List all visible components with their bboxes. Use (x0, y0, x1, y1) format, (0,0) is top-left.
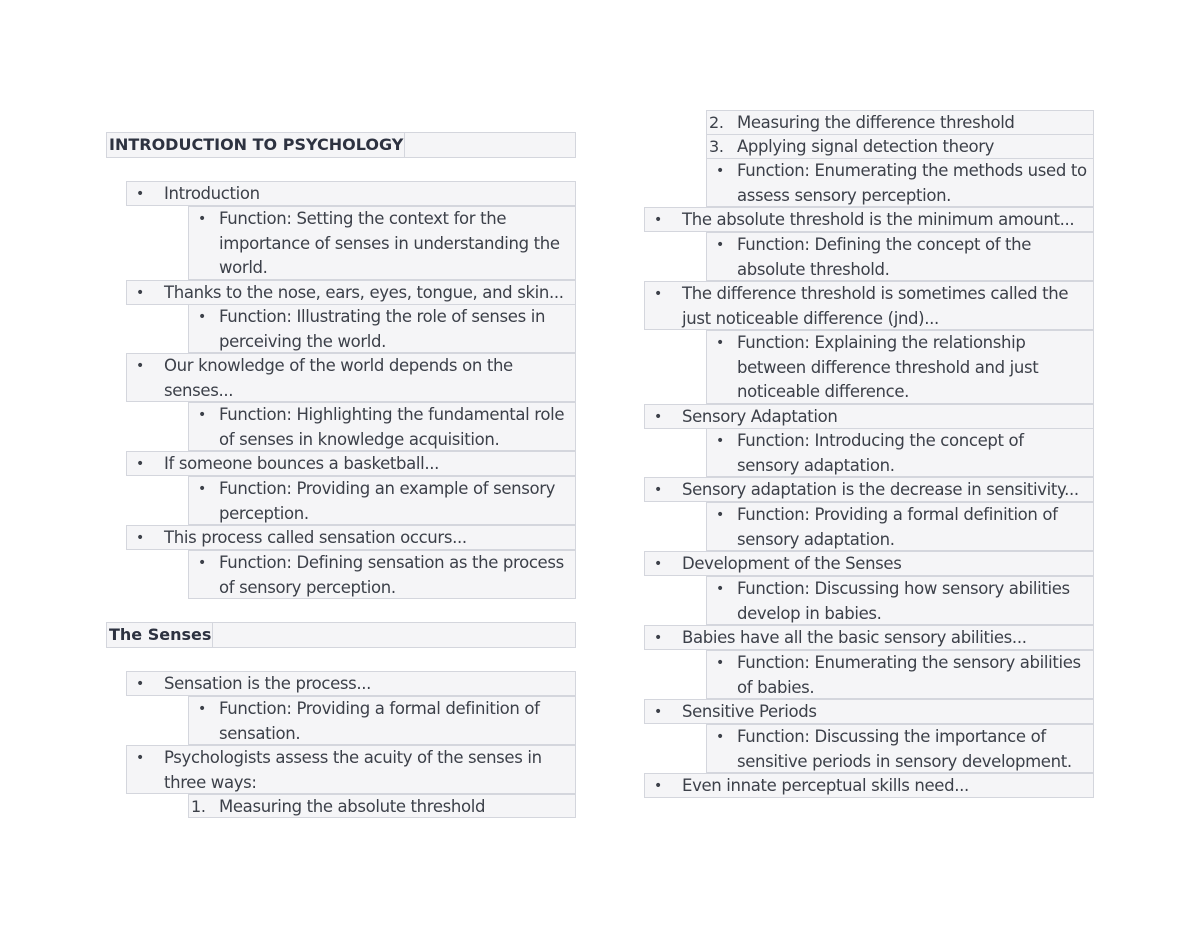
item-text (164, 354, 513, 403)
item-text (737, 429, 1024, 478)
list-item (126, 280, 576, 305)
item-text (164, 281, 564, 306)
text-line: of senses in knowledge acquisition. (219, 429, 500, 449)
text-line: Sensation is the process... (164, 674, 372, 693)
bullet-icon: • (654, 630, 662, 646)
text-line: Function: Introducing the concept of (737, 431, 1024, 450)
text-line: Applying signal detection theory (737, 137, 995, 156)
text-line: Function: Discussing the importance of (737, 727, 1046, 746)
list-item-function (188, 550, 576, 599)
item-text (682, 552, 901, 577)
item-text (164, 526, 467, 551)
item-text (682, 282, 1068, 331)
item-text (737, 651, 1081, 700)
bullet-icon: • (198, 555, 206, 571)
item-text (219, 795, 485, 818)
text-line: develop in babies. (737, 603, 882, 623)
text-line: sensory adaptation. (737, 455, 895, 475)
list-item (644, 551, 1094, 576)
item-text (737, 159, 1087, 208)
item-text (682, 478, 1079, 503)
list-item (126, 181, 576, 206)
bullet-icon: • (136, 456, 144, 472)
list-item-function (706, 576, 1094, 625)
text-line: absolute threshold. (737, 259, 890, 279)
text-line: Measuring the difference threshold (737, 113, 1015, 132)
text-line: perception. (219, 503, 309, 523)
text-line: Even innate perceptual skills need... (682, 776, 969, 795)
section-heading-senses (106, 622, 576, 648)
section-heading-intro-label: INTRODUCTION TO PSYCHOLOGY (109, 133, 405, 157)
list-item (644, 773, 1094, 798)
bullet-icon: • (198, 309, 206, 325)
list-item-function (188, 696, 576, 745)
item-text (737, 111, 1015, 136)
item-text (164, 182, 260, 207)
list-item-function (706, 502, 1094, 551)
item-text (219, 551, 564, 600)
bullet-icon: • (136, 285, 144, 301)
text-line: sensitive periods in sensory development. (737, 751, 1072, 771)
list-item (126, 671, 576, 696)
bullet-icon: • (654, 778, 662, 794)
list-item (644, 699, 1094, 724)
text-line: Introduction (164, 184, 260, 203)
item-text (164, 672, 371, 697)
text-line: If someone bounces a basketball... (164, 454, 440, 473)
text-line: Function: Illustrating the role of senses in (219, 307, 546, 326)
text-line: three ways: (164, 772, 257, 792)
text-line: Development of the Senses (682, 554, 902, 573)
bullet-icon: • (136, 186, 144, 202)
text-line: Thanks to the nose, ears, eyes, tongue, and skin... (164, 283, 564, 302)
text-line: of sensory perception. (219, 577, 396, 597)
list-item (644, 207, 1094, 232)
section-heading-senses-label: The Senses (109, 623, 213, 647)
bullet-icon: • (198, 211, 206, 227)
text-line: This process called sensation occurs... (164, 528, 467, 547)
item-text (737, 725, 1072, 774)
bullet-icon: • (716, 335, 724, 351)
list-item-function (188, 476, 576, 525)
item-text (737, 135, 994, 160)
bullet-icon: • (716, 729, 724, 745)
bullet-icon: • (136, 358, 144, 374)
text-line: Measuring the absolute threshold (219, 797, 486, 816)
bullet-icon: • (654, 286, 662, 302)
bullet-icon: • (136, 676, 144, 692)
text-line: sensory adaptation. (737, 529, 895, 549)
bullet-icon: • (716, 237, 724, 253)
list-number: 2. (709, 113, 724, 132)
text-line: The difference threshold is sometimes called the (682, 284, 1069, 303)
bullet-icon: • (716, 655, 724, 671)
item-text (737, 503, 1058, 552)
list-item (126, 745, 576, 794)
bullet-icon: • (716, 581, 724, 597)
text-line: Function: Enumerating the methods used to (737, 161, 1087, 180)
text-line: senses... (164, 380, 234, 400)
list-item-function (706, 232, 1094, 281)
bullet-icon: • (654, 556, 662, 572)
item-text (219, 207, 560, 281)
list-item-function (188, 206, 576, 280)
bullet-icon: • (136, 530, 144, 546)
list-item-function (706, 428, 1094, 477)
list-item-function (706, 158, 1094, 207)
text-line: world. (219, 258, 268, 277)
text-line: Function: Setting the context for the (219, 209, 507, 228)
item-text (219, 697, 540, 746)
numbered-item (706, 134, 1094, 159)
text-line: noticeable difference. (737, 382, 910, 401)
item-text (219, 403, 564, 452)
item-text (737, 577, 1070, 626)
text-line: Function: Defining the concept of the (737, 235, 1032, 254)
list-item-function (188, 402, 576, 451)
item-text (682, 774, 969, 799)
item-text (737, 331, 1038, 405)
item-text (219, 305, 545, 354)
text-line: Function: Providing an example of sensory (219, 479, 556, 498)
text-line: Function: Providing a formal definition of (219, 699, 540, 718)
text-line: Function: Providing a formal definition of (737, 505, 1058, 524)
item-text (737, 233, 1031, 282)
list-number: 3. (709, 137, 724, 156)
list-item (126, 451, 576, 476)
text-line: importance of senses in understanding the (219, 233, 560, 253)
numbered-item (706, 110, 1094, 135)
list-number: 1. (191, 797, 206, 816)
item-text (219, 477, 555, 526)
numbered-item (188, 794, 576, 818)
item-text (164, 746, 542, 795)
item-text (682, 626, 1027, 651)
text-line: Function: Defining sensation as the process (219, 553, 564, 572)
text-line: of babies. (737, 677, 815, 697)
item-text (682, 405, 838, 430)
bullet-icon: • (716, 507, 724, 523)
text-line: Sensitive Periods (682, 702, 817, 721)
bullet-icon: • (654, 482, 662, 498)
item-text (682, 700, 817, 725)
list-item-function (706, 724, 1094, 773)
text-line: between difference threshold and just (737, 357, 1039, 377)
text-line: Babies have all the basic sensory abilities... (682, 628, 1027, 647)
text-line: Function: Highlighting the fundamental role (219, 405, 565, 424)
text-line: Psychologists assess the acuity of the senses in (164, 748, 542, 767)
bullet-icon: • (198, 407, 206, 423)
bullet-icon: • (716, 433, 724, 449)
text-line: The absolute threshold is the minimum amount... (682, 210, 1075, 229)
bullet-icon: • (654, 212, 662, 228)
bullet-icon: • (198, 701, 206, 717)
text-line: just noticeable difference (jnd)... (682, 308, 939, 328)
text-line: Sensory adaptation is the decrease in sensitivity... (682, 480, 1079, 499)
bullet-icon: • (654, 409, 662, 425)
list-item (126, 353, 576, 402)
list-item (644, 281, 1094, 330)
text-line: Function: Explaining the relationship (737, 333, 1026, 352)
bullet-icon: • (198, 481, 206, 497)
list-item-function (706, 330, 1094, 404)
text-line: Function: Enumerating the sensory abilities (737, 653, 1081, 672)
list-item (644, 625, 1094, 650)
text-line: Our knowledge of the world depends on the (164, 356, 513, 375)
bullet-icon: • (716, 163, 724, 179)
list-item (644, 404, 1094, 429)
item-text (682, 208, 1074, 233)
text-line: sensation. (219, 723, 301, 743)
list-item-function (706, 650, 1094, 699)
text-line: Function: Discussing how sensory abilities (737, 579, 1070, 598)
text-line: assess sensory perception. (737, 185, 952, 205)
section-heading-intro (106, 132, 576, 158)
bullet-icon: • (136, 750, 144, 766)
item-text (164, 452, 439, 477)
bullet-icon: • (654, 704, 662, 720)
list-item-function (188, 304, 576, 353)
list-item (644, 477, 1094, 502)
list-item (126, 525, 576, 550)
text-line: perceiving the world. (219, 331, 387, 351)
text-line: Sensory Adaptation (682, 407, 838, 426)
